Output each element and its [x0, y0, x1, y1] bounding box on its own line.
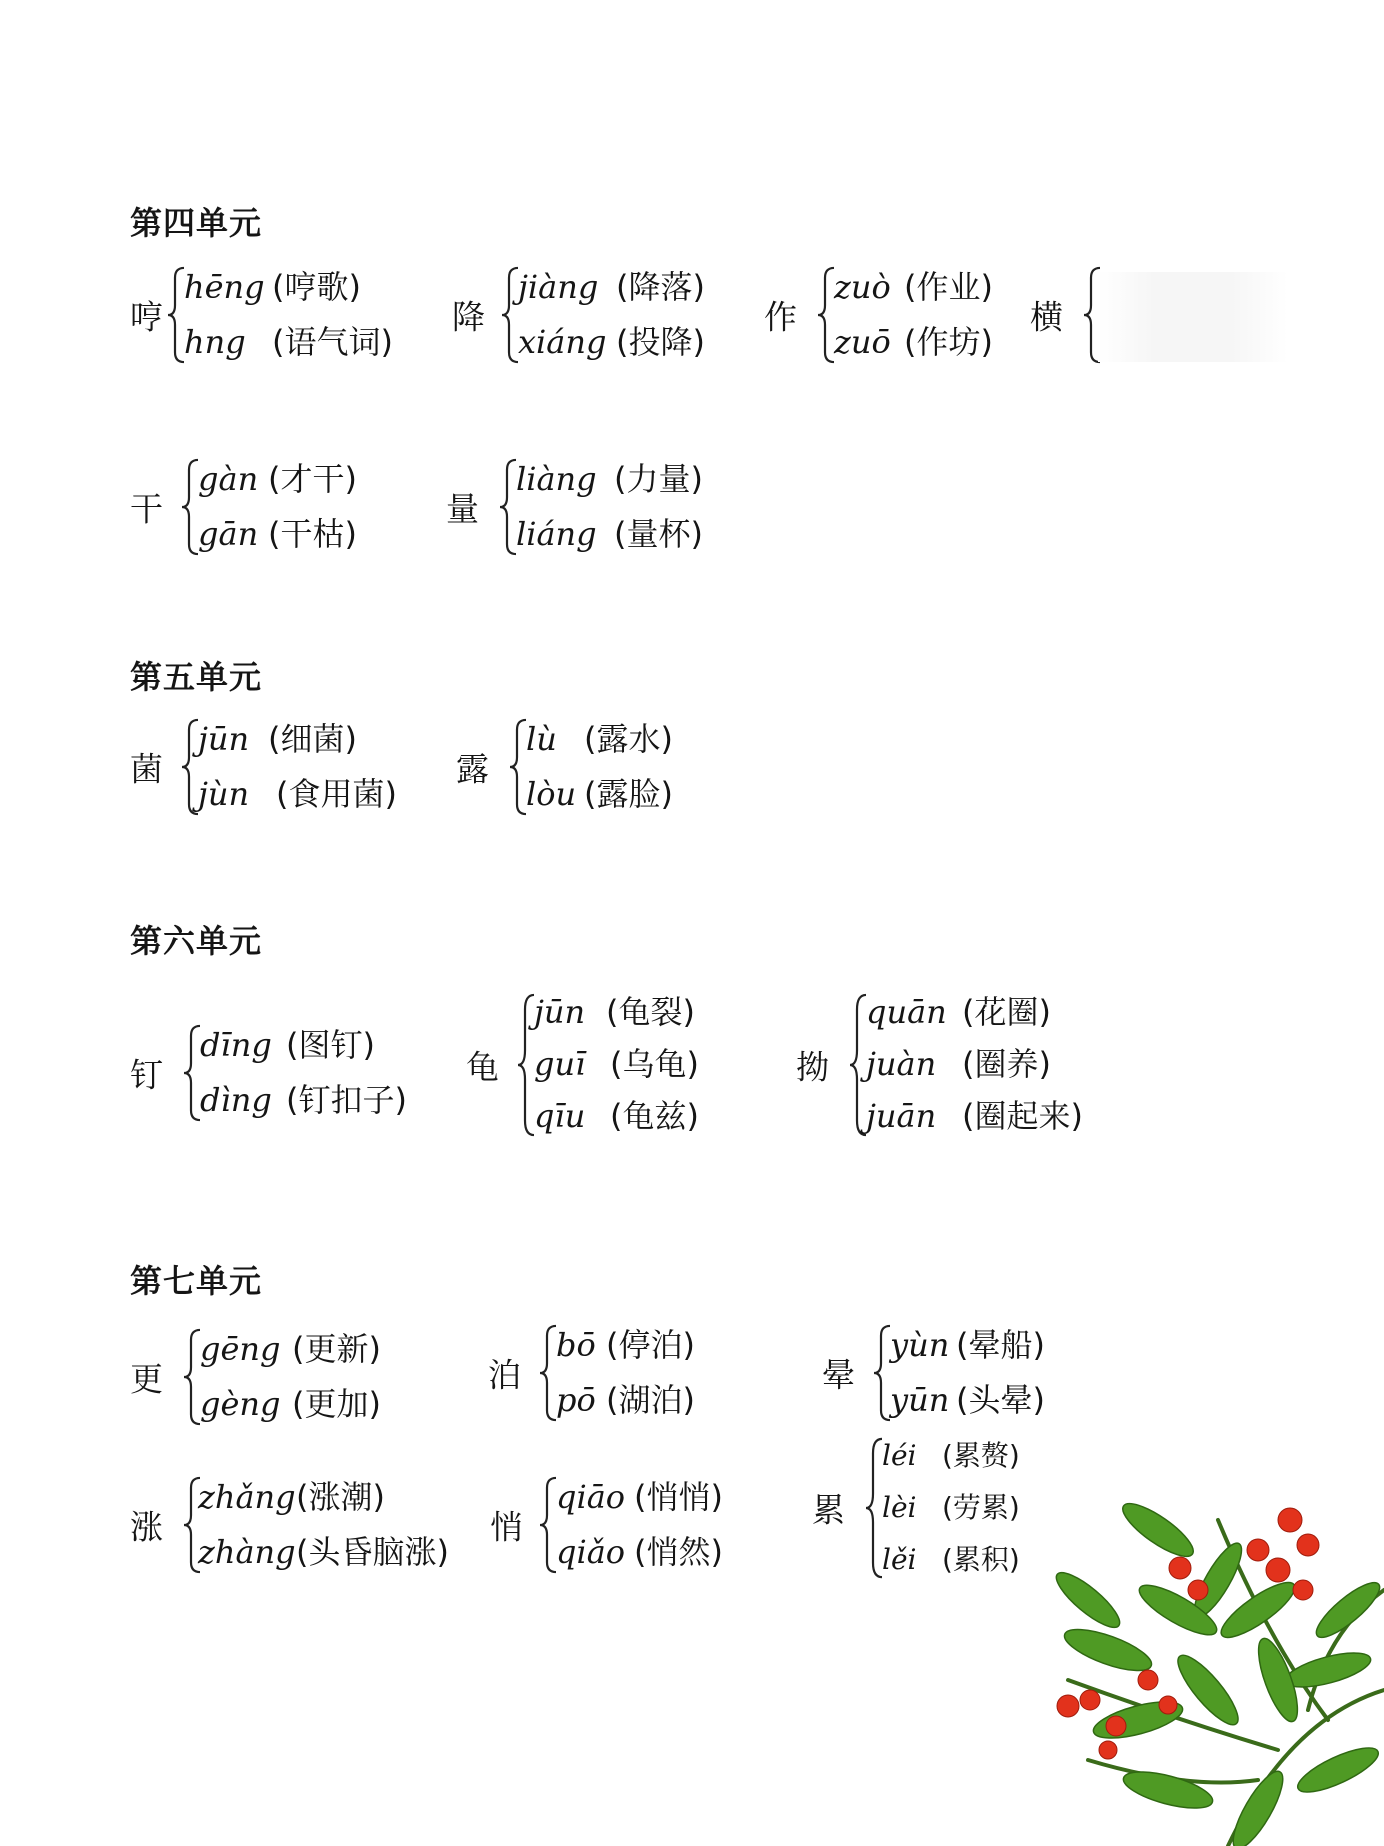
berry-branch-illustration — [1028, 1490, 1384, 1846]
redacted-area — [1098, 272, 1288, 362]
entry-ding — [130, 1018, 450, 1128]
reading: liàng (力量) — [516, 460, 703, 498]
entry-bo — [488, 1318, 738, 1428]
char: 更 — [130, 1359, 163, 1399]
reading: jūn (龟裂) — [534, 993, 695, 1031]
reading: qiǎo (悄然) — [556, 1533, 723, 1571]
unit4-heading: 第四单元 — [130, 204, 263, 242]
char: 累 — [812, 1490, 845, 1530]
brace-icon — [516, 992, 536, 1138]
brace-icon — [182, 1328, 202, 1426]
reading: dīng (图钉) — [200, 1026, 375, 1064]
char: 菌 — [130, 749, 163, 789]
char: 作 — [764, 297, 797, 337]
brace-icon — [180, 718, 200, 816]
entry-heng — [130, 260, 430, 370]
reading: gàn (才干) — [198, 460, 357, 498]
entry-jiang — [452, 260, 732, 370]
brace-icon — [864, 1436, 884, 1580]
char: 哼 — [130, 297, 163, 337]
unit5-heading: 第五单元 — [130, 658, 263, 696]
reading: jùn (食用菌) — [198, 775, 397, 813]
reading: gèng (更加) — [200, 1385, 381, 1423]
char: 拗 — [796, 1047, 829, 1087]
entry-zuo — [764, 260, 1014, 370]
entry-liang — [446, 452, 726, 562]
reading: zuò (作业) — [834, 268, 993, 306]
entry-jun — [130, 712, 430, 822]
brace-icon — [872, 1324, 892, 1422]
reading: lòu (露脸) — [526, 775, 673, 813]
char: 悄 — [490, 1507, 523, 1547]
reading: juān (圈起来) — [866, 1097, 1083, 1135]
brace-icon — [538, 1476, 558, 1574]
char: 干 — [130, 489, 163, 529]
char: 露 — [456, 749, 489, 789]
entry-gan — [130, 452, 390, 562]
brace-icon — [180, 458, 200, 556]
reading: yùn (晕船) — [890, 1326, 1045, 1364]
char: 钉 — [130, 1055, 163, 1095]
entry-qiao — [490, 1470, 750, 1580]
reading: léi (累赘) — [882, 1439, 1020, 1472]
char: 横 — [1030, 297, 1063, 337]
reading: gēng (更新) — [200, 1330, 381, 1368]
reading: yūn (头晕) — [890, 1381, 1045, 1419]
brace-icon — [816, 266, 836, 364]
brace-icon — [538, 1324, 558, 1422]
reading: lèi (劳累) — [882, 1491, 1020, 1524]
entry-lu — [456, 712, 716, 822]
reading: juàn (圈养) — [866, 1045, 1051, 1083]
char: 泊 — [488, 1355, 521, 1395]
reading: qīu (龟兹) — [534, 1097, 699, 1135]
reading: zuō (作坊) — [834, 323, 993, 361]
brace-icon — [182, 1024, 202, 1122]
reading: jiàng (降落) — [518, 268, 705, 306]
reading: quān (花圈) — [866, 993, 1051, 1031]
reading: lù (露水) — [526, 720, 673, 758]
brace-icon — [848, 992, 868, 1138]
entry-zhang — [130, 1470, 470, 1580]
brace-icon — [508, 718, 528, 816]
entry-quan — [796, 986, 1126, 1144]
char: 量 — [446, 489, 479, 529]
reading: bō (停泊) — [556, 1326, 695, 1364]
char: 龟 — [466, 1047, 499, 1087]
reading: hēng (哼歌) — [184, 268, 361, 306]
reading: zhǎng(涨潮) — [198, 1478, 385, 1516]
reading: liáng (量杯) — [516, 515, 703, 553]
char: 晕 — [822, 1355, 855, 1395]
unit6-heading: 第六单元 — [130, 922, 263, 960]
reading: xiáng (投降) — [518, 323, 705, 361]
reading: pō (湖泊) — [556, 1381, 695, 1419]
brace-icon — [500, 266, 520, 364]
char: 涨 — [130, 1507, 163, 1547]
reading: gān (干枯) — [198, 515, 357, 553]
reading: hng (语气词) — [184, 323, 393, 361]
entry-gui — [466, 986, 726, 1144]
entry-yun — [822, 1318, 1082, 1428]
entry-geng — [130, 1322, 430, 1432]
reading: lěi (累积) — [882, 1543, 1020, 1576]
brace-icon — [498, 458, 518, 556]
brace-icon — [166, 266, 186, 364]
reading: zhàng(头昏脑涨) — [198, 1533, 449, 1571]
reading: jūn (细菌) — [198, 720, 357, 758]
reading: guī (乌龟) — [534, 1045, 699, 1083]
char: 降 — [452, 297, 485, 337]
reading: dìng (钉扣子) — [200, 1081, 407, 1119]
reading: qiāo (悄悄) — [556, 1478, 723, 1516]
unit7-heading: 第七单元 — [130, 1262, 263, 1300]
